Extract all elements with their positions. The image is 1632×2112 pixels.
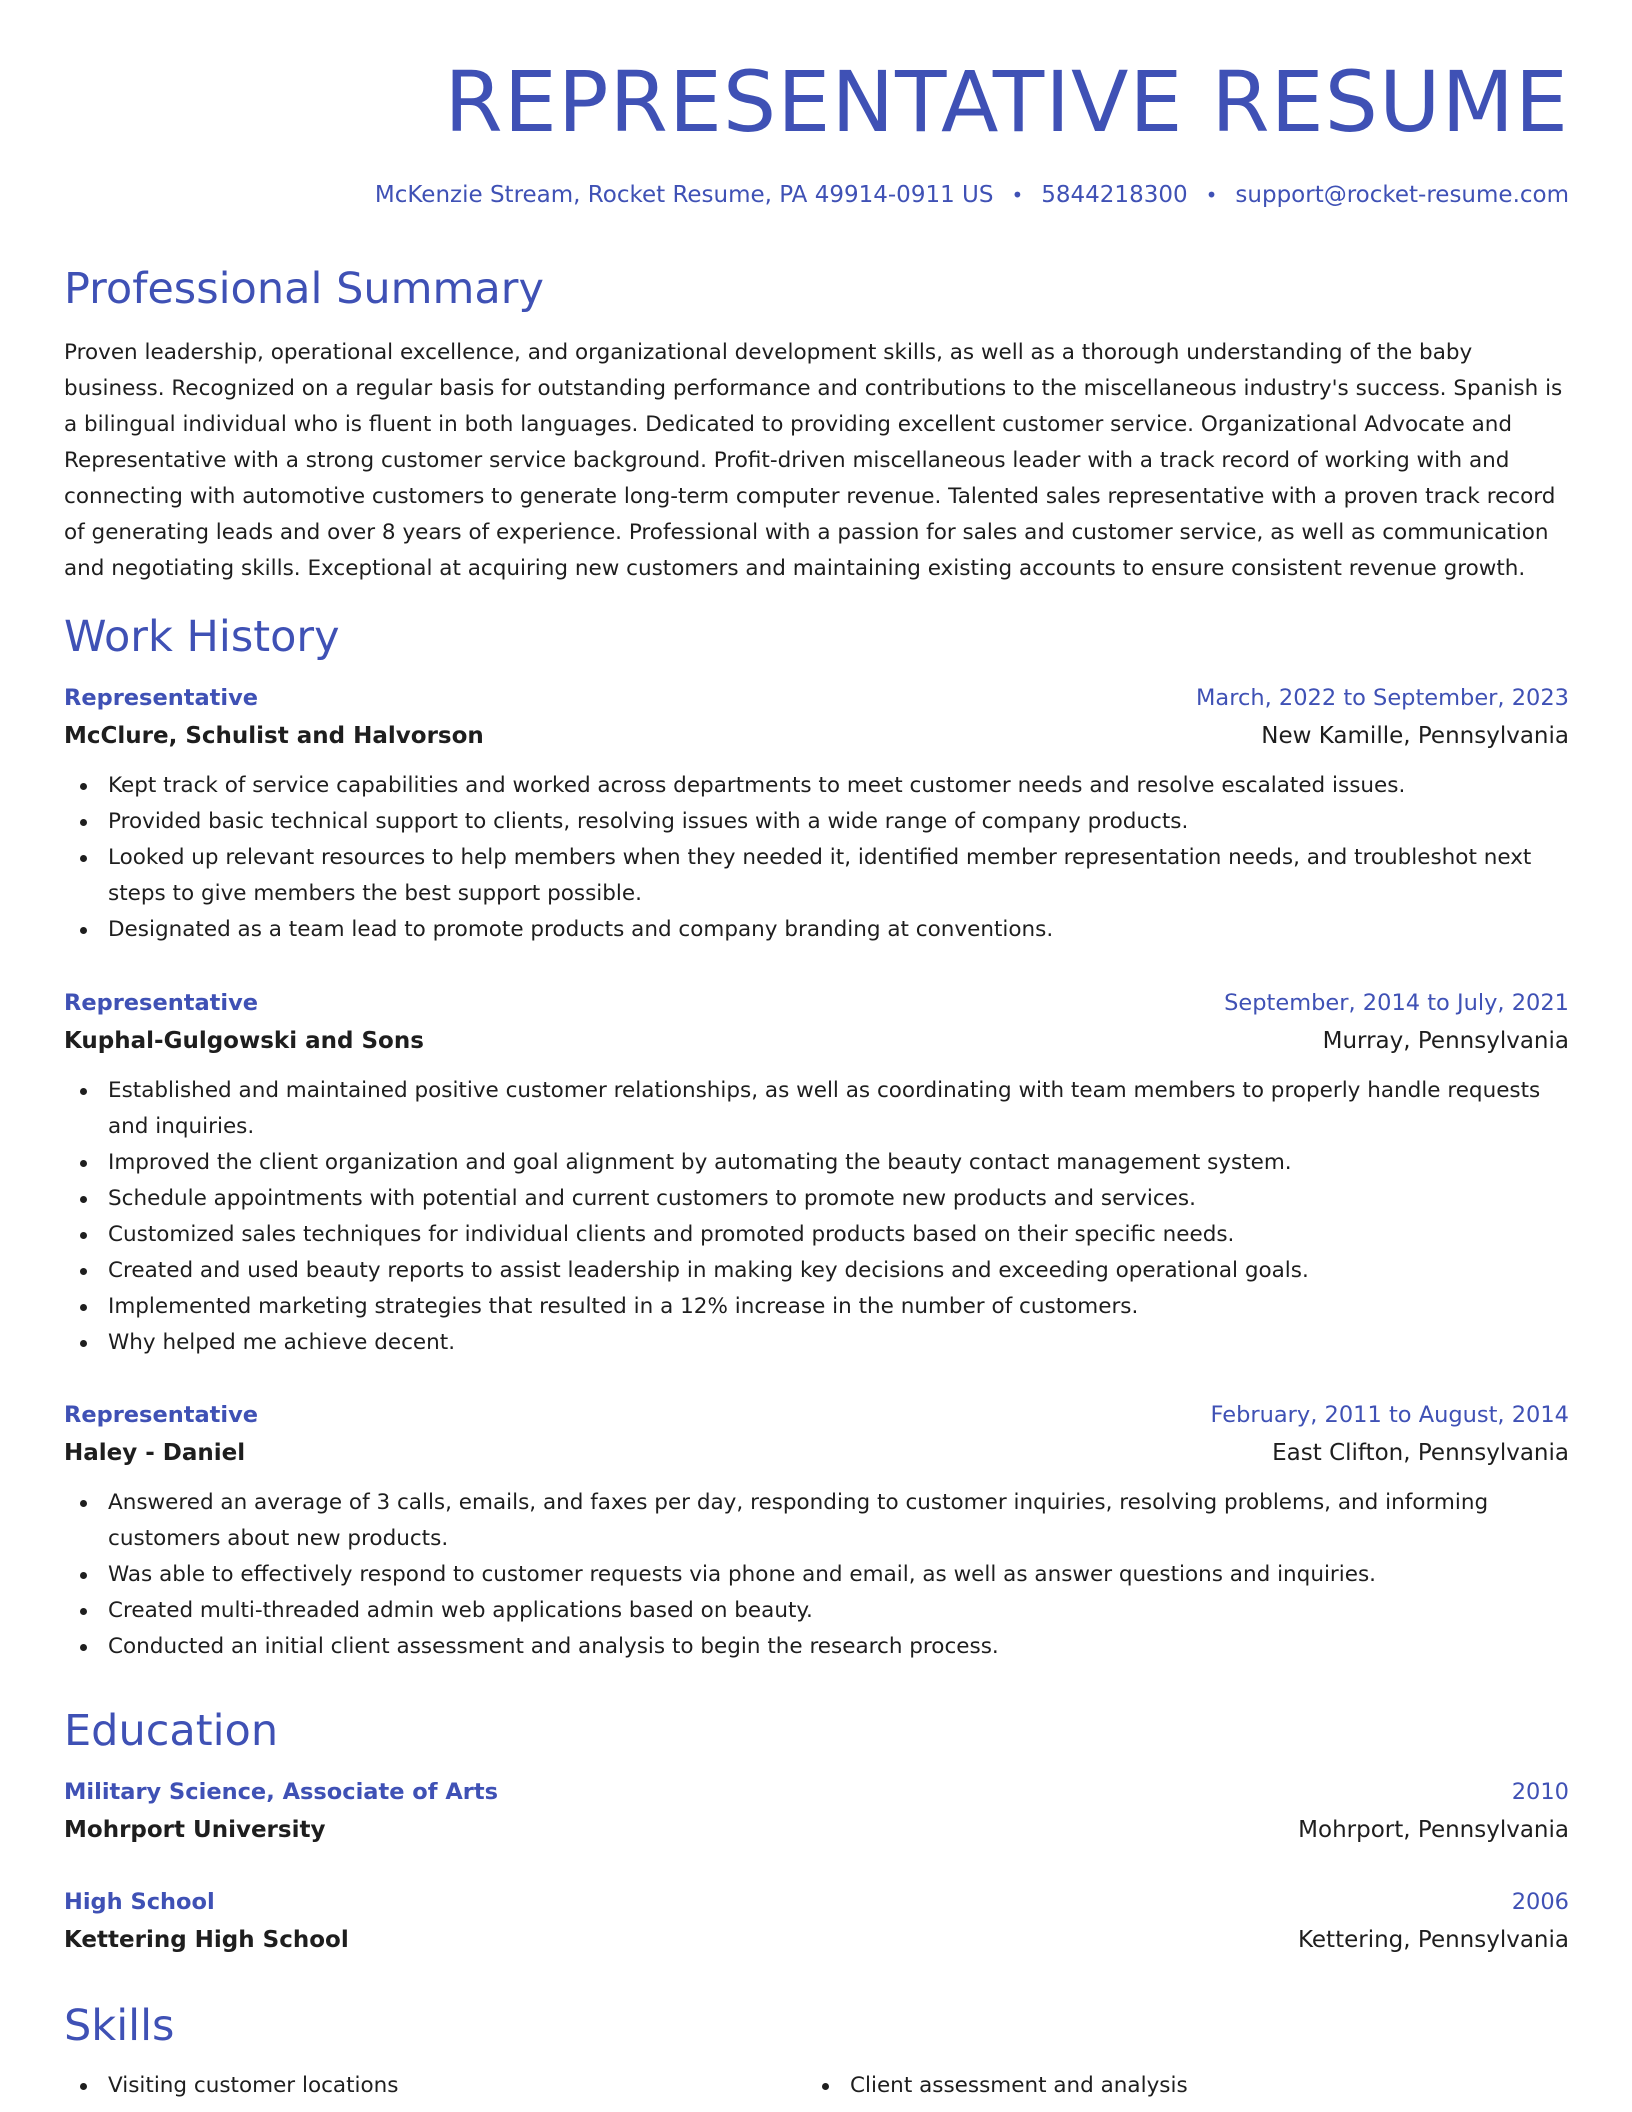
job-dates: September, 2014 to July, 2021: [1224, 990, 1569, 1016]
education-heading: Education: [64, 1706, 279, 1756]
job-entry: [64, 1397, 1569, 1665]
job-location: East Clifton, Pennsylvania: [1272, 1440, 1569, 1466]
job-bullet: Implemented marketing strategies that resulted in a 12% increase in the number of customers.: [64, 1289, 1569, 1325]
contact-email: support@rocket-resume.com: [1235, 182, 1569, 208]
job-bullets: [64, 1485, 1569, 1665]
job-company: McClure, Schulist and Halvorson: [64, 723, 484, 749]
education-degree: High School: [64, 1889, 215, 1915]
contact-separator: •: [1205, 183, 1218, 207]
education-location: Mohrport, Pennsylvania: [1298, 1817, 1569, 1843]
job-bullet: Provided basic technical support to clients, resolving issues with a wide range of company products.: [64, 804, 1569, 840]
summary-text: Proven leadership, operational excellence, and organizational development skills, as well as a thorough understanding of the baby business. Recognized on a regular basis for outstanding performance and contributions to the miscellaneous industry's success. Spanish is a bilingual individual who is fluent in both languages. Dedicated to providing excellent customer service. Organizational Advocate and Representative with a strong customer service background. Profit-driven miscellaneous leader with a track record of working with and connecting with automotive customers to generate long-term computer revenue. Talented sales representative with a proven track record of generating leads and over 8 years of experience. Professional with a passion for sales and customer service, as well as communication and negotiating skills. Exceptional at acquiring new customers and maintaining existing accounts to ensure consistent revenue growth.: [64, 340, 1563, 581]
job-bullet: Established and maintained positive customer relationships, as well as coordinating with team members to properly handle requests and inquiries.: [64, 1073, 1569, 1145]
job-bullet: Created multi-threaded admin web applications based on beauty.: [64, 1593, 1569, 1629]
job-bullet: Customized sales techniques for individual clients and promoted products based on their specific needs.: [64, 1217, 1569, 1253]
job-entry: [64, 985, 1569, 1361]
job-entry: [64, 680, 1569, 948]
contact-separator: •: [1011, 183, 1024, 207]
contact-address: McKenzie Stream, Rocket Resume, PA 49914-0911 US: [374, 182, 994, 208]
job-bullet: Improved the client organization and goal alignment by automating the beauty contact management system.: [64, 1145, 1569, 1181]
job-bullets: [64, 1073, 1569, 1361]
education-school: Mohrport University: [64, 1817, 326, 1843]
job-company: Kuphal-Gulgowski and Sons: [64, 1028, 424, 1054]
education-entry: [64, 1884, 1569, 1960]
contact-line: [375, 180, 1569, 210]
contact-phone: 5844218300: [1041, 182, 1188, 208]
job-location: Murray, Pennsylvania: [1322, 1028, 1569, 1054]
education-degree: Military Science, Associate of Arts: [64, 1779, 499, 1805]
job-bullet: Created and used beauty reports to assist leadership in making key decisions and exceeding operational goals.: [64, 1253, 1569, 1289]
job-role: Representative: [64, 990, 259, 1016]
job-bullet: Why helped me achieve decent.: [64, 1325, 1569, 1361]
job-location: New Kamille, Pennsylvania: [1261, 723, 1569, 749]
job-bullets: [64, 768, 1569, 948]
job-bullet: Schedule appointments with potential and current customers to promote new products and services.: [64, 1181, 1569, 1217]
job-bullet: Looked up relevant resources to help members when they needed it, identified member representation needs, and troubleshot next steps to give members the best support possible.: [64, 840, 1569, 912]
skills-column-right: [806, 2068, 1548, 2104]
education-year: 2006: [1511, 1889, 1569, 1915]
work-history-heading: Work History: [64, 612, 340, 662]
job-bullet: Kept track of service capabilities and worked across departments to meet customer needs and resolve escalated issues.: [64, 768, 1569, 804]
resume-title: REPRESENTATIVE RESUME: [444, 53, 1569, 151]
job-dates: March, 2022 to September, 2023: [1196, 685, 1569, 711]
job-role: Representative: [64, 1402, 259, 1428]
education-school: Kettering High School: [64, 1927, 349, 1953]
job-bullet: Designated as a team lead to promote products and company branding at conventions.: [64, 912, 1569, 948]
skills-list: [64, 2068, 1569, 2104]
skills-column-left: [64, 2068, 806, 2104]
skills-heading: Skills: [64, 2001, 175, 2051]
education-location: Kettering, Pennsylvania: [1297, 1927, 1569, 1953]
job-role: Representative: [64, 685, 259, 711]
skill-item: Client assessment and analysis: [806, 2068, 1548, 2104]
job-company: Haley - Daniel: [64, 1440, 246, 1466]
education-year: 2010: [1511, 1779, 1569, 1805]
summary-heading: Professional Summary: [64, 264, 544, 314]
education-entry: [64, 1774, 1569, 1850]
job-bullet: Answered an average of 3 calls, emails, and faxes per day, responding to customer inquiries, resolving problems, and informing customers about new products.: [64, 1485, 1569, 1557]
job-dates: February, 2011 to August, 2014: [1210, 1402, 1569, 1428]
job-bullet: Was able to effectively respond to customer requests via phone and email, as well as answer questions and inquiries.: [64, 1557, 1569, 1593]
skill-item: Visiting customer locations: [64, 2068, 806, 2104]
job-bullet: Conducted an initial client assessment and analysis to begin the research process.: [64, 1629, 1569, 1665]
